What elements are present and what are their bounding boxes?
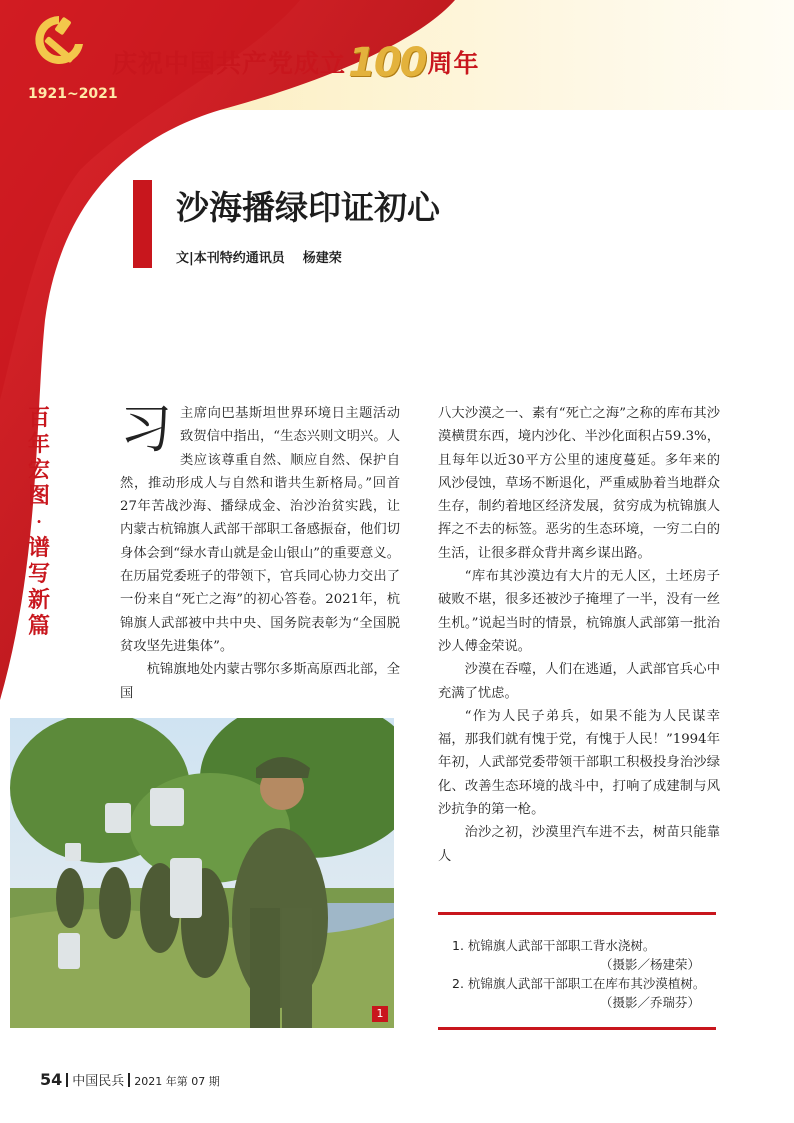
caption-text: 1. 杭锦旗人武部干部职工背水浇树。 [452, 938, 656, 953]
article-byline: 文|本刊特约通讯员 杨建荣 [176, 251, 342, 266]
magazine-name: 中国民兵 [72, 1074, 125, 1089]
section-vertical-label [27, 405, 51, 639]
paragraph-text: 主席向巴基斯坦世界环境日主题活动致贺信中指出，“生态兴则文明兴。人类应该尊重自然、顺应自然、保护自然，推动形成人与自然和谐共生新格局。”回首27年苦战沙海、播绿成金、治沙治贫实践，让内蒙古杭锦旗人武部干部职工备感振奋，他们切身体会到“绿水青山就是金山银山”的重要意义。在历届党委班子的带领下，官兵同心协力交出了一份来自“死亡之海”的初心答卷。2021年，杭锦旗人武部被中共中央、国务院表彰为“全国脱贫攻坚先进集体”。 [120, 406, 400, 654]
footer-divider [66, 1073, 68, 1087]
article-photo [10, 718, 394, 1028]
body-paragraph: “库布其沙漠边有大片的无人区，土坯房子破败不堪，很多还被沙子掩埋了一半，没有一丝生机。”说起当时的情景，杭锦旗人武部第一批治沙人傅金荣说。 [438, 569, 720, 654]
section-char: 谱 [27, 535, 50, 561]
footer-divider [128, 1073, 130, 1087]
soldiers-carrying-water-photo [10, 718, 394, 1028]
page-number: 54 [40, 1070, 63, 1089]
section-char: 年 [27, 431, 50, 457]
section-char: 百 [27, 405, 50, 431]
body-paragraph: 沙漠在吞噬，人们在逃遁，人武部官兵心中充满了忧虑。 [438, 662, 720, 701]
section-char: · [36, 512, 42, 531]
body-column-right [438, 402, 720, 868]
caption-rule-bottom [438, 1027, 716, 1030]
body-paragraph: 杭锦旗地处内蒙古鄂尔多斯高原西北部，全国 [120, 662, 400, 701]
body-paragraph: 八大沙漠之一、素有“死亡之海”之称的库布其沙漠横贯东西，境内沙化、半沙化面积占59.3%，且每年以近30平方公里的速度蔓延。多年来的风沙侵蚀，草场不断退化，严重威胁着当地群众生存，制约着地区经济发展，贫穷成为杭锦旗人挥之不去的标签。恶劣的生态环境，一穷二白的生活，让很多群众背井离乡谋出路。 [438, 406, 720, 561]
banner-title-text: 庆祝中国共产党成立 [112, 49, 347, 78]
photo-number-badge: 1 [372, 1006, 388, 1022]
body-paragraph [120, 402, 400, 658]
caption-rule-top [438, 912, 716, 915]
page-footer [40, 1070, 220, 1089]
byline-author: 杨建荣 [302, 251, 342, 266]
banner-title-suffix: 周年 [427, 49, 480, 78]
section-char: 宏 [27, 457, 50, 483]
caption-credit: （摄影／乔瑞芬） [599, 995, 700, 1010]
section-char: 写 [27, 561, 50, 587]
banner-years: 1921~2021 [28, 86, 118, 102]
section-char: 篇 [27, 613, 50, 639]
body-column-left [120, 402, 400, 705]
byline-role: 本刊特约通讯员 [193, 251, 285, 266]
article-headline: 沙海播绿印证初心 [176, 188, 440, 227]
byline-prefix: 文 [176, 251, 190, 266]
section-char: 新 [27, 587, 50, 613]
issue-label: 2021 年第 07 期 [134, 1075, 220, 1088]
banner-title-number: 100 [348, 40, 426, 86]
caption-text: 2. 杭锦旗人武部干部职工在库布其沙漠植树。 [452, 976, 706, 991]
photo-captions [452, 936, 706, 1012]
body-paragraph: 治沙之初，沙漠里汽车进不去，树苗只能靠人 [438, 825, 720, 864]
body-paragraph: “作为人民子弟兵，如果不能为人民谋幸福，那我们就有愧于党，有愧于人民！”1994年年初，人武部党委带领干部职工积极投身治沙绿化、改善生态环境的战斗中，打响了成建制与风沙抗争的第一枪。 [438, 708, 720, 818]
section-char: 图 [27, 483, 50, 509]
drop-cap: 习 [120, 400, 173, 460]
banner-title [112, 36, 480, 86]
caption-credit: （摄影／杨建荣） [599, 957, 700, 972]
party-emblem-icon [28, 10, 90, 72]
headline-accent-bar [133, 180, 152, 268]
